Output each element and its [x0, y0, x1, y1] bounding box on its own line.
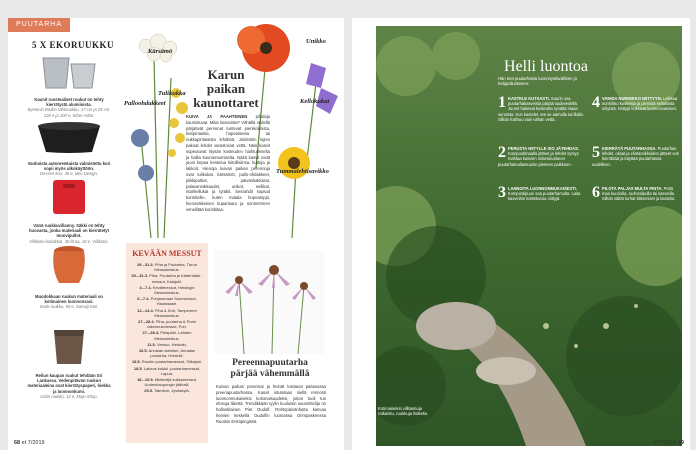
- tip-body: Kompostipuuri saa puutarhamulta. Laita kasveihin kotitekoisia niittyjä.: [508, 191, 581, 202]
- right-title: Helli luontoa: [504, 58, 588, 75]
- event-date: 12.–14.4.: [137, 307, 154, 313]
- right-page-number: 69: [677, 440, 684, 446]
- left-page: [8, 18, 344, 450]
- tip-body: Suurin osa puutarhakasveista pärjää sadevedellä. Juuret hakevat kosteutta syvältä maan sunnista. Kun kastelet, tee se aamulla tai illalla. Silloin haihtuu vain vähän vettä.: [498, 96, 584, 122]
- product-1-detail: Byetonin Brukin tähtiruukku, 17 cm ja 25 cm, 128 e ja 200 e, Kiber-Aiitta.: [27, 107, 111, 118]
- tip-text: [592, 146, 680, 167]
- product-1-name: Kaunit ruostealiset ruukut on tehty kierrätystä alumiinista.: [34, 97, 104, 108]
- product-3-detail: Villikotio-kotiakkiä, 30 litraa, 18 e, Villikotio.: [29, 238, 109, 244]
- event-name: Pohjanmaan Suurmessut, Hautasaari.: [150, 296, 197, 307]
- tip-item: [592, 96, 680, 112]
- tip-body: Leikkaa nurmikko kosteista ja pienistä sellaisista niityistä. Niittyjä kukkivat luonnonvaloiset.: [602, 96, 678, 112]
- event-name: Piha & Koti, Tampereen Messukeskus.: [154, 307, 197, 318]
- tip-item: [592, 186, 680, 202]
- event-item: [130, 308, 204, 318]
- event-date: 30.–31.3.: [131, 273, 149, 279]
- sub-title-line-2: pärjää vähemmällä: [230, 369, 310, 379]
- article-title-line-2: paikan: [206, 81, 246, 96]
- event-name: Kevätmessut, Helsingin Messukeskus.: [152, 284, 195, 296]
- events-title: KEVÄÄN MESSUT: [132, 249, 202, 258]
- tip-item: [498, 186, 586, 202]
- event-date: 18.5.: [131, 359, 141, 365]
- paper-pot-icon: [51, 326, 87, 366]
- product-4-name: Muodokkaan ruukun materiaali on kotimainen luonnonsavi.: [35, 294, 103, 305]
- tip-text: [592, 186, 680, 202]
- product-5-name: Reilun kaupan ruukut tehdään Sri Lankassa. Vedenpitävän ruukun materiaaleina ovat kierrätyspaperi, hiekka ja luonnonkumi.: [27, 373, 111, 394]
- column-title: 5 X EKORUUKKU: [32, 40, 115, 50]
- event-item: [130, 319, 204, 329]
- tip-body: Peitä maa kuoriolla, ruohosilpulla tai kasveilla. Silloin vältät turhat kitkemiset ja kastelut.: [602, 186, 676, 202]
- tip-heading: VAIHDA NURMIKKO NIITTYYN.: [602, 96, 662, 101]
- article-title: [184, 68, 268, 110]
- tip-number: 3: [498, 184, 506, 201]
- tip-text: [498, 186, 586, 202]
- event-item: [130, 388, 204, 393]
- event-name: Lakeus kukkii -puutarhamessut, Lapua.: [143, 365, 201, 376]
- echinacea-photo: [214, 250, 324, 354]
- left-page-number: 68: [14, 440, 21, 446]
- tip-item: [498, 96, 586, 122]
- product-5: [26, 326, 112, 399]
- event-name: Piha ja Puutarha, Turun Messukeskus.: [154, 262, 197, 273]
- right-mag: et 7/2019: [653, 440, 677, 446]
- event-date: 18.5.: [133, 365, 143, 371]
- event-date: 27.–28.4.: [137, 319, 155, 325]
- tip-number: 5: [592, 144, 600, 161]
- flower-label-poppy: Unikko: [306, 38, 326, 45]
- product-2-name: Vanhoista autonrenkaista valmistettu kori sopii myös ulkokäyttöön.: [27, 161, 111, 172]
- tyre-basket-icon: [34, 120, 104, 154]
- garden-photo: [376, 26, 682, 446]
- product-2-detail: Dessen kori, 45 e, Miio Design.: [40, 171, 98, 177]
- event-date: 18.–19.5.: [137, 377, 154, 383]
- event-date: 4.–7.4.: [139, 284, 152, 290]
- tip-number: 4: [592, 94, 600, 111]
- event-name: Versoo, Helsinki.: [157, 341, 187, 347]
- article-body: [186, 114, 270, 213]
- tip-heading: PILOTA PALJAS MULTA PINTA.: [602, 186, 663, 191]
- event-name: Piha, puutarha & Porin rakennusmessut, Pori.: [147, 319, 197, 330]
- events-box: [126, 243, 208, 443]
- flower-label-thistle: Palloohdakkeet: [124, 100, 166, 107]
- left-mag: et 7/2019: [21, 440, 45, 446]
- article-title-line-1: Karun: [207, 67, 245, 82]
- article-title-line-3: kaunottaret: [193, 95, 259, 110]
- product-4: [26, 243, 112, 310]
- flower-label-tulikukka: Tulikukka: [158, 90, 186, 97]
- tip-number: 2: [498, 144, 506, 161]
- event-name: Annalan taimitori, Annalan puutarha, Helsinki.: [148, 348, 196, 359]
- tip-text: [498, 146, 586, 167]
- event-item: [130, 342, 204, 347]
- article-text: pihalaja kaunistuvat. Mikä kasvoista? Vähällä vedellä pärjäävät perennat tuntevat pienikokoista, tiiviipintaista, hopeaisesta tai nukkapintaisista lehdistä. Joidenkin lajien pakoat lehdet varastoivat vettä. Näin kasvit sopeutuvat löysän kosteuden haihtumiselta ja hallia kuumentumiselta. Näitä kasvit eivät juoni kepaa kestelua kiitollisiinsa, kutteja ja lakkoit. Hienoja kuivan paikan perennoja ovat tulikukat, kärsämöt, pallo-ohdakkeet, piikkiputket, päivänkakkarat, palavanrakkaudet, unikot, neilikat, ritarikellukat ja tyräkit. Sesrahdit sopivat korisheille, kuten matala hopeatoppi, hienosäikeinen kuparisara ja nonmetrinen veneilitää korisbitaa.: [186, 114, 270, 212]
- tip-number: 6: [592, 184, 600, 201]
- tip-heading: KASTELE KUTSASTI.: [508, 96, 550, 101]
- event-date: 11.5.: [147, 341, 156, 347]
- tip-item: [592, 146, 680, 167]
- event-name: Ruukin puutarhamessut, Siikajoki.: [141, 359, 203, 365]
- event-date: 27.–28.4.: [142, 330, 160, 336]
- flower-label-yellow: Tummalehtisavikko: [276, 168, 329, 175]
- event-item: [130, 377, 204, 387]
- section-band: PUUTARHA: [8, 18, 70, 32]
- tip-text: [592, 96, 680, 112]
- product-2: [26, 120, 112, 177]
- left-page-footer: [14, 440, 45, 446]
- sub-body: Kuivan paikan perennat ja heinät loistavat pääosassa preeriapuutarhassa. Kasvit istutetaan siellä rennosti luonnonmukaiseksi kokonaisuudeksi, joiton tuoli tuo elosuja liikettä. Trendikkään tyylin kuuluisin suunnittelija on hollantilainen Piet Oudolf. Rohtopäivänhattu kasvaa heinien keskellä Oudolfin luomassa Orimpaskenssa Ruotsin Enköpingissä.: [216, 384, 326, 424]
- event-name: Piha, Puutarha ja Kädentaito -messut, Kalajoki.: [149, 273, 203, 284]
- right-intro: Hän teet puutarhasta luonnoystävällisen jo helppoilustoisen:: [498, 76, 577, 87]
- flower-label-yarrow: Kärsämö: [148, 48, 173, 55]
- event-item: [130, 359, 204, 364]
- felt-bag-icon: [49, 176, 89, 216]
- event-item: [130, 348, 204, 358]
- events-list: [130, 262, 204, 394]
- tip-item: [498, 146, 586, 167]
- event-item: [130, 262, 204, 272]
- event-date: 6.–7.4.: [137, 296, 150, 302]
- article-lead: KUIVA JA PAAHTEINEN: [186, 114, 248, 119]
- tip-heading: LANNOITA LUONNONMUKAISESTI.: [508, 186, 577, 191]
- tip-heading: PERUSTA NIITYLLE ISO JÄTEHDAS.: [508, 146, 579, 151]
- event-item: [130, 330, 204, 340]
- right-page-footer: [653, 440, 684, 446]
- clay-pot-icon: [49, 243, 89, 287]
- tip-body: Kompostimaalla jätteet ja lehdet syntyy mahtaa kasvien mikesisunkeen puutarhamullamuuriin pieneen paikkoon.: [498, 151, 579, 167]
- event-name: Mielimiljä kukkamessut, Uudenkaupungin jäähalli.: [144, 377, 197, 388]
- tip-body: Puutarhan lehdet, oksat ja elintarvikkeiden jätteet voit kierrättää ja käyttää puutarhassa uudelleen.: [592, 146, 679, 167]
- event-date: 25.5.: [144, 388, 154, 394]
- product-5-detail: Oolin ruukku, 12 e, Mojo Shop.: [40, 393, 98, 399]
- event-item: [130, 366, 204, 376]
- event-item: [130, 285, 204, 295]
- product-1: [26, 54, 112, 118]
- right-page: [352, 18, 690, 450]
- product-3: [26, 176, 112, 244]
- sub-title: [214, 358, 326, 380]
- photo-caption: Kotimaiseksi villitaimuja ratkaistu, ruukkuja lisäteke.: [378, 406, 429, 417]
- product-4-detail: Souk-ruukku, 50 e, Samuji Koti.: [39, 304, 99, 310]
- sub-title-line-1: Pereennapuutarha: [232, 358, 308, 368]
- product-3-name: Vänä ruukkuvillanny. Säkki on tehty huovasta, jonka materiaali on kierrätetyt muovipullot.: [28, 223, 110, 239]
- event-name: Pihapäiri, Lahden Messukeskus.: [154, 330, 192, 341]
- flower-label-bellflower: Kellokukat: [300, 98, 330, 105]
- tip-text: [498, 96, 586, 122]
- event-item: [130, 273, 204, 283]
- tip-number: 1: [498, 94, 506, 111]
- event-item: [130, 296, 204, 306]
- event-date: 16.5.: [138, 348, 148, 354]
- event-date: 29.–31.3.: [137, 262, 154, 267]
- metal-pot-icon: [39, 54, 99, 90]
- event-name: Taimitori, Jyväskylä.: [154, 388, 190, 394]
- tip-heading: KIERRÄTÄ PUUTARHASSA.: [602, 146, 657, 151]
